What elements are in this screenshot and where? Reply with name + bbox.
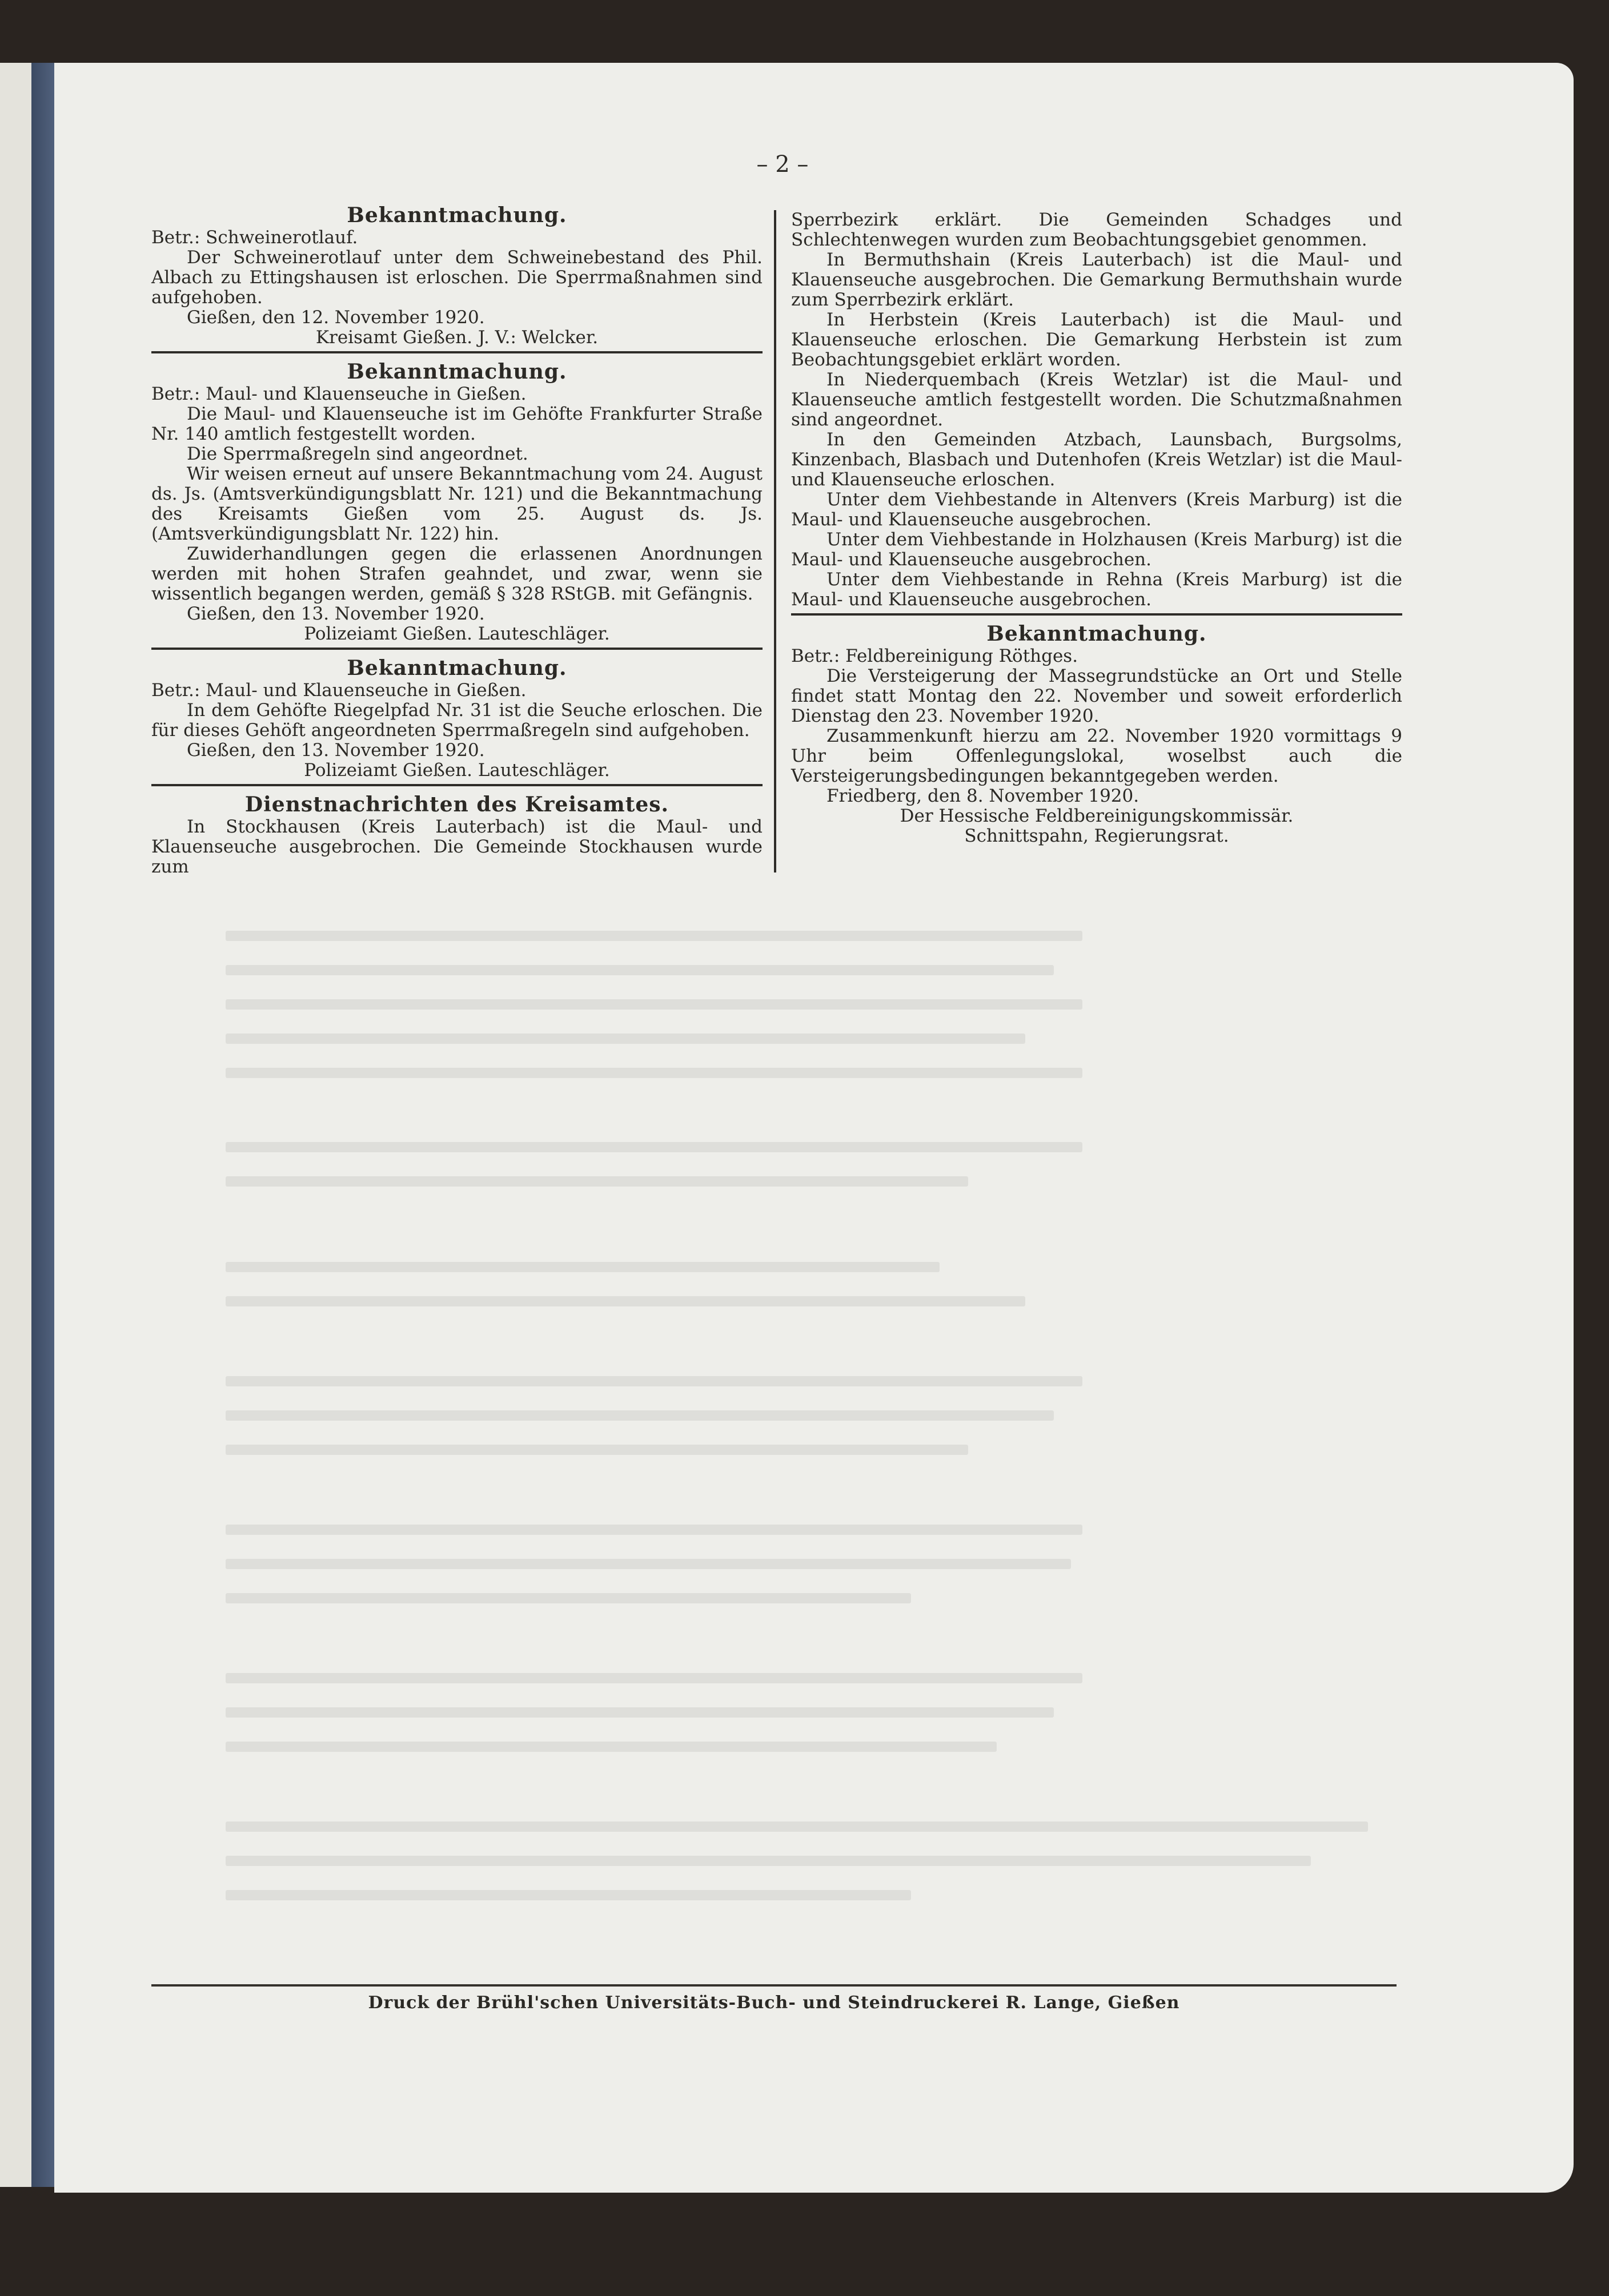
notice-body: Zuwiderhandlungen gegen die erlassenen Anordnungen werden mit hohen Strafen geahndet, und zwar, wenn sie wissentlich begangen werden, gemäß § 328 RStGB. mit Gefängnis. <box>151 544 763 604</box>
section-divider <box>151 351 763 353</box>
notice-date: Gießen, den 13. November 1920. <box>187 604 485 624</box>
column-divider <box>774 210 776 872</box>
notice-heading: Bekanntmachung. <box>986 622 1207 646</box>
notice-body: Unter dem Viehbestande in Rehna (Kreis Marburg) ist die Maul- und Klauenseuche ausgebrochen. <box>791 569 1402 610</box>
notice-subject: Betr.: Schweinerotlauf. <box>151 227 358 248</box>
notice-body: In Herbstein (Kreis Lauterbach) ist die Maul- und Klauenseuche erloschen. Die Gemarkung Herbstein ist zum Beobachtungsgebiet erklärt worden. <box>791 309 1402 370</box>
notice-body: Die Versteigerung der Massegrundstücke an Ort und Stelle findet statt Montag den 22. November und soweit erforderlich Dienstag den 23. November 1920. <box>791 666 1402 726</box>
notice-body: In dem Gehöfte Riegelpfad Nr. 31 ist die Seuche erloschen. Die für dieses Gehöft angeordneten Sperrmaßregeln sind aufgehoben. <box>151 700 763 741</box>
notice-body: In den Gemeinden Atzbach, Launsbach, Burgsolms, Kinzenbach, Blasbach und Dutenhofen (Kreis Wetzlar) ist die Maul- und Klauenseuche erloschen. <box>791 429 1402 490</box>
notice-signature: Kreisamt Gießen. J. V.: Welcker. <box>315 327 599 348</box>
notice-signature-office: Der Hessische Feldbereinigungskommissär. <box>900 806 1294 826</box>
notice-date: Friedberg, den 8. November 1920. <box>826 786 1139 806</box>
notice-signature: Polizeiamt Gießen. Lauteschläger. <box>304 624 610 644</box>
book-binding <box>31 63 54 2187</box>
notice-heading: Bekanntmachung. <box>347 203 567 227</box>
page-number: – 2 – <box>756 151 809 178</box>
notice-heading: Bekanntmachung. <box>347 360 567 384</box>
notice-subject: Betr.: Maul- und Klauenseuche in Gießen. <box>151 384 527 404</box>
notice-signature: Polizeiamt Gießen. Lauteschläger. <box>304 760 610 781</box>
section-divider <box>791 613 1402 616</box>
notice-body: Der Schweinerotlauf unter dem Schweinebestand des Phil. Albach zu Ettingshausen ist erloschen. Die Sperrmaßnahmen sind aufgehoben. <box>151 247 763 308</box>
notice-body: Wir weisen erneut auf unsere Bekanntmachung vom 24. August ds. Js. (Amtsverkündigungsblatt Nr. 121) und die Bekanntmachung des Kreisamts Gießen vom 25. August ds. Js. (Amtsverkündigungsblatt Nr. 122) hin. <box>151 464 763 544</box>
footer-divider <box>151 1984 1397 1987</box>
notice-body: In Bermuthshain (Kreis Lauterbach) ist die Maul- und Klauenseuche ausgebrochen. Die Gemarkung Bermuthshain wurde zum Sperrbezirk erklärt. <box>791 250 1402 310</box>
notice-body: Unter dem Viehbestande in Altenvers (Kreis Marburg) ist die Maul- und Klauenseuche ausgebrochen. <box>791 489 1402 530</box>
notice-date: Gießen, den 13. November 1920. <box>187 740 485 761</box>
notice-body: In Stockhausen (Kreis Lauterbach) ist die Maul- und Klauenseuche ausgebrochen. Die Gemeinde Stockhausen wurde zum <box>151 817 763 877</box>
section-heading: Dienstnachrichten des Kreisamtes. <box>244 793 669 817</box>
notice-body: Unter dem Viehbestande in Holzhausen (Kreis Marburg) ist die Maul- und Klauenseuche ausgebrochen. <box>791 529 1402 570</box>
notice-body: Sperrbezirk erklärt. Die Gemeinden Schadges und Schlechtenwegen wurden zum Beobachtungsgebiet genommen. <box>791 210 1402 250</box>
notice-body: Die Sperrmaßregeln sind angeordnet. <box>187 444 528 464</box>
notice-body: In Niederquembach (Kreis Wetzlar) ist die Maul- und Klauenseuche amtlich festgestellt worden. Die Schutzmaßnahmen sind angeordnet. <box>791 369 1402 430</box>
notice-subject: Betr.: Feldbereinigung Röthges. <box>791 646 1078 666</box>
notice-body: Die Maul- und Klauenseuche ist im Gehöfte Frankfurter Straße Nr. 140 amtlich festgestellt worden. <box>151 404 763 444</box>
left-column <box>151 203 763 877</box>
notice-body: Zusammenkunft hierzu am 22. November 1920 vormittags 9 Uhr beim Offenlegungslokal, woselbst auch die Versteigerungsbedingungen bekanntgegeben werden. <box>791 726 1402 786</box>
printer-imprint: Druck der Brühl'schen Universitäts-Buch- und Steindruckerei R. Lange, Gießen <box>368 1993 1180 2013</box>
section-divider <box>151 648 763 650</box>
notice-signature: Schnittspahn, Regierungsrat. <box>964 826 1229 846</box>
right-column <box>791 210 1402 846</box>
notice-subject: Betr.: Maul- und Klauenseuche in Gießen. <box>151 680 527 701</box>
section-divider <box>151 784 763 786</box>
notice-heading: Bekanntmachung. <box>347 656 567 680</box>
notice-date: Gießen, den 12. November 1920. <box>187 307 485 328</box>
